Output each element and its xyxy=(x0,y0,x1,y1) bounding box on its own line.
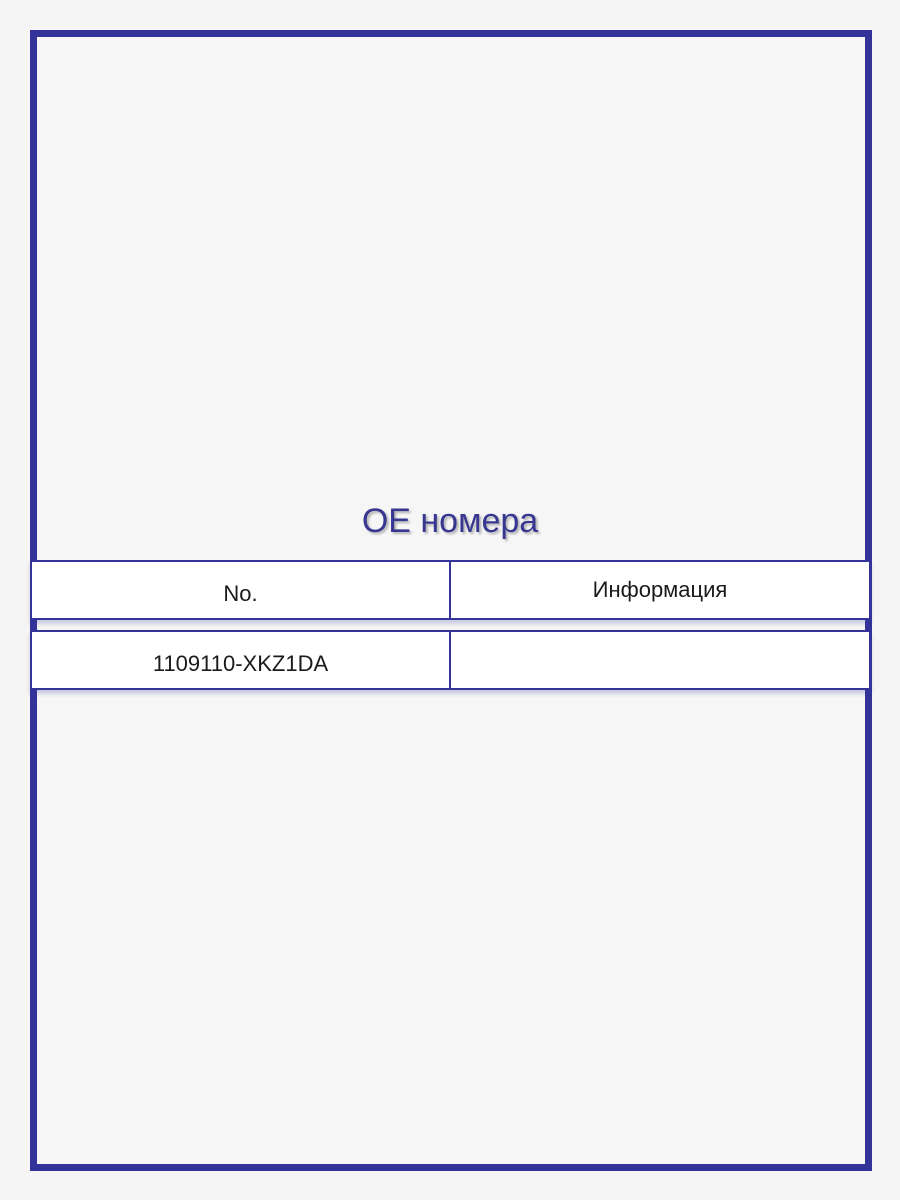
table-header-row xyxy=(30,560,871,620)
header-cell-info xyxy=(451,562,869,618)
oe-number-value: 1109110-XKZ1DA xyxy=(152,651,329,676)
cell-oe-number xyxy=(32,632,451,688)
table-row xyxy=(30,630,871,690)
page-title: OE номера xyxy=(361,502,539,540)
header-label-info: Информация xyxy=(592,577,728,602)
cell-info xyxy=(451,632,869,688)
header-cell-no xyxy=(32,562,451,618)
header-label-no: No. xyxy=(223,581,258,606)
